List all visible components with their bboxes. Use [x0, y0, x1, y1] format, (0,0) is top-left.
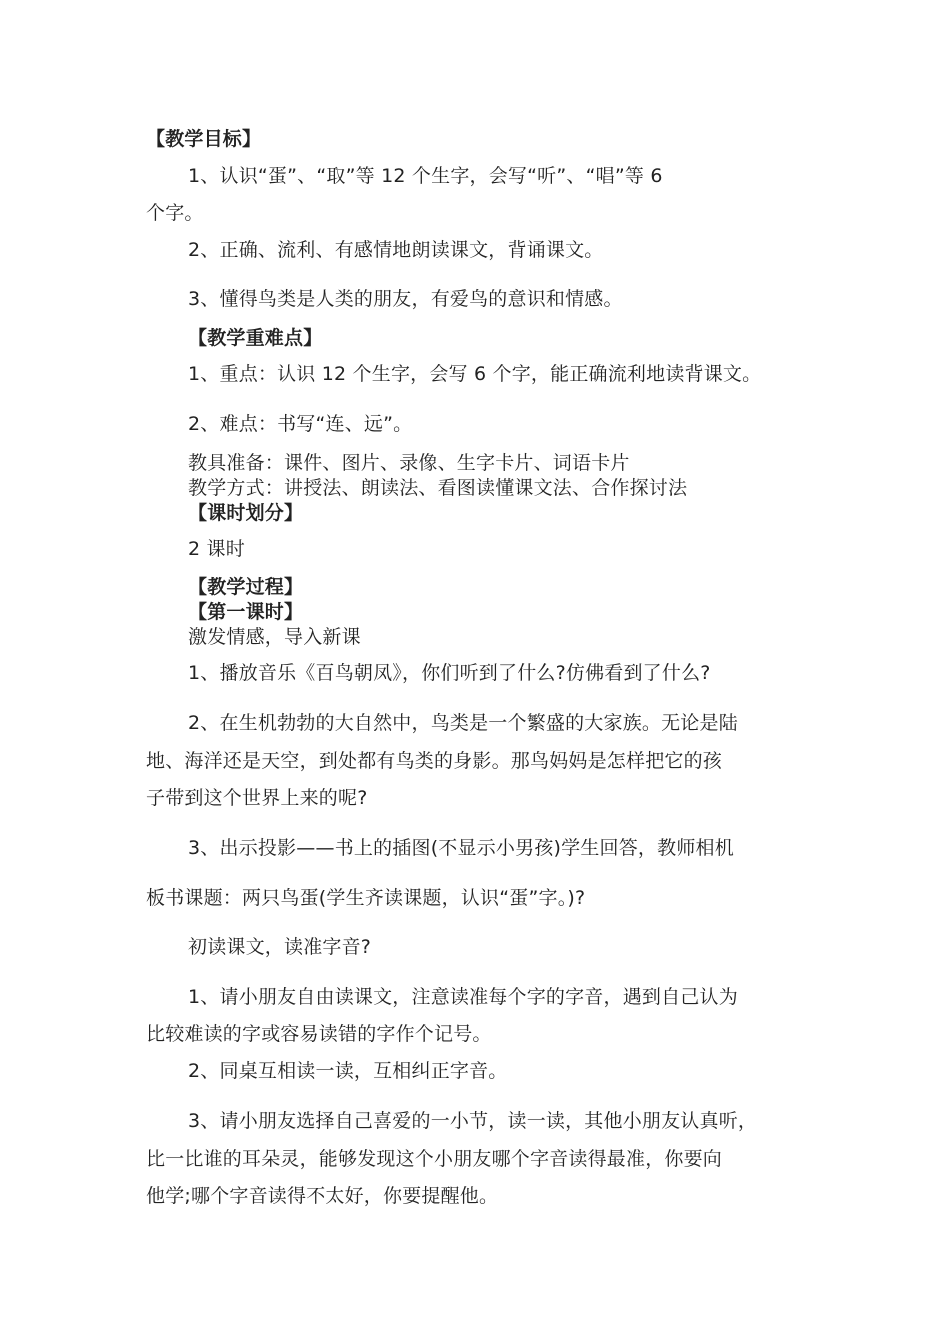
lesson-schedule-heading: 【课时划分】: [188, 502, 304, 524]
intro-step-2-line-1: 2、在生机勃勃的大自然中，鸟类是一个繁盛的大家族。无论是陆: [188, 712, 738, 734]
objective-3: 3、懂得鸟类是人类的朋友，有爱鸟的意识和情感。: [188, 288, 623, 310]
teaching-process-heading: 【教学过程】: [188, 576, 304, 598]
reading-step-2: 2、同桌互相读一读，互相纠正字音。: [188, 1060, 508, 1082]
intro-step-3-line-2: 板书课题：两只鸟蛋(学生齐读课题，认识“蛋”字。)?: [146, 887, 586, 909]
key-point-2: 2、难点：书写“连、远”。: [188, 413, 413, 435]
lesson-schedule-value: 2 课时: [188, 538, 245, 560]
reading-step-1-line-1: 1、请小朋友自由读课文，注意读准每个字的字音，遇到自己认为: [188, 986, 738, 1008]
teaching-objectives-heading: 【教学目标】: [146, 128, 262, 150]
objective-1-line-2: 个字。: [146, 202, 204, 224]
section-reading-title: 初读课文，读准字音?: [188, 936, 372, 958]
first-lesson-heading: 【第一课时】: [188, 601, 304, 623]
intro-step-2-line-2: 地、海洋还是天空，到处都有鸟类的身影。那鸟妈妈是怎样把它的孩: [146, 750, 723, 772]
objective-1-line-1: 1、认识“蛋”、“取”等 12 个生字，会写“听”、“唱”等 6: [188, 165, 663, 187]
intro-step-2-line-3: 子带到这个世界上来的呢?: [146, 787, 368, 809]
intro-step-3-line-1: 3、出示投影——书上的插图(不显示小男孩)学生回答，教师相机: [188, 837, 734, 859]
intro-step-1: 1、播放音乐《百鸟朝凤》，你们听到了什么?仿佛看到了什么?: [188, 662, 711, 684]
reading-step-3-line-2: 比一比谁的耳朵灵，能够发现这个小朋友哪个字音读得最准，你要向: [146, 1148, 723, 1170]
reading-step-3-line-3: 他学;哪个字音读得不太好，你要提醒他。: [146, 1185, 499, 1207]
key-point-1: 1、重点：认识 12 个生字，会写 6 个字，能正确流利地读背课文。: [188, 363, 762, 385]
section-intro-title: 激发情感，导入新课: [188, 626, 361, 648]
teaching-methods: 教学方式：讲授法、朗读法、看图读懂课文法、合作探讨法: [188, 477, 688, 499]
teaching-materials: 教具准备：课件、图片、录像、生字卡片、词语卡片: [188, 452, 630, 474]
key-difficult-points-heading: 【教学重难点】: [188, 327, 323, 349]
reading-step-1-line-2: 比较难读的字或容易读错的字作个记号。: [146, 1023, 492, 1045]
objective-2: 2、正确、流利、有感情地朗读课文，背诵课文。: [188, 239, 604, 261]
reading-step-3-line-1: 3、请小朋友选择自己喜爱的一小节，读一读，其他小朋友认真听，: [188, 1110, 758, 1132]
